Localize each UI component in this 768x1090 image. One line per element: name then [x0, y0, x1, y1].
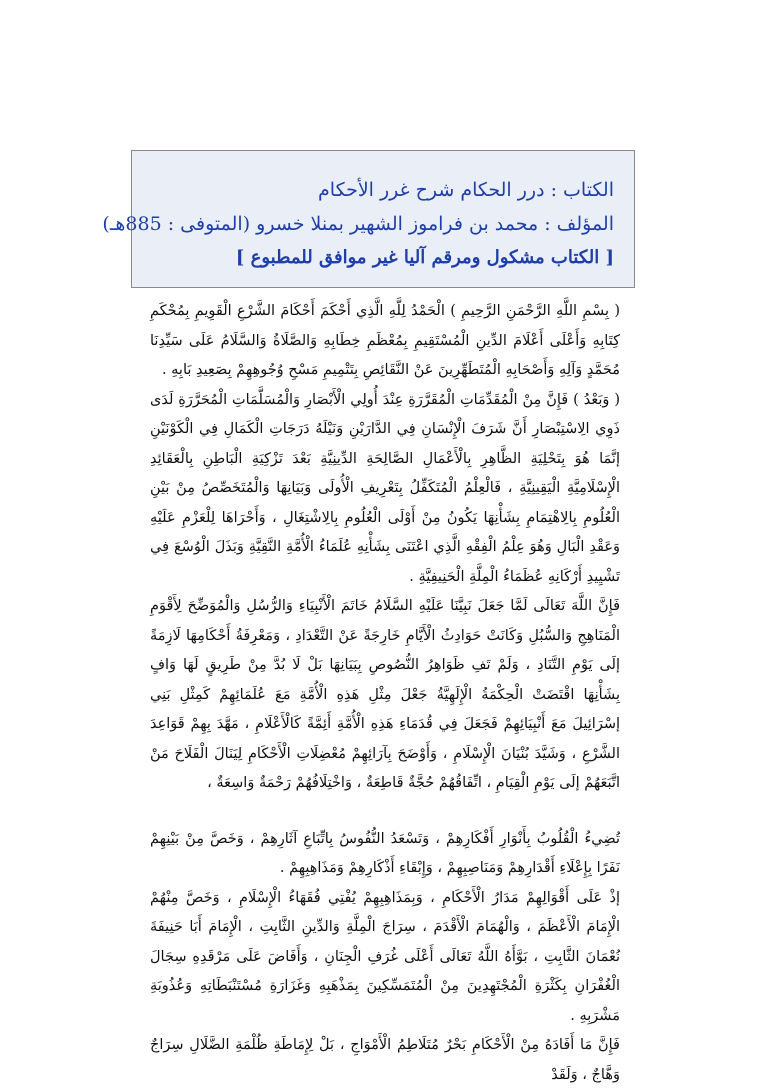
paragraph-fa-inna-allah: فَإِنَّ اللَّهَ تَعَالَى لَمَّا جَعَلَ نَبِيَّنَا عَلَيْهِ السَّلَامُ خَاتَمَ الْأَنْبِيَاءِ وَالرُّسُلِ وَالْمُوَضِّحَ لِأَقْوَمِ الْمَنَاهِجِ وَالسُّبُلِ وَكَانَتْ حَوَادِثُ الْأَيَّامِ خَارِجَةً عَنْ التَّعْدَادِ ، وَمَعْرِفَةُ أَحْكَامِهَا لَازِمَةً إلَى يَوْمِ التَّنَادِ ، وَلَمْ تَفِ ظَوَاهِرُ النُّصُوصِ بِبَيَانِهَا بَلْ لَا بُدَّ مِنْ طَرِيقٍ لَهَا وَافٍ بِشَأْنِهَا اقْتَضَتْ الْحِكْمَةُ الْإِلَهِيَّةُ جَعْلَ مِثْلِ هَذِهِ الْأُمَّةِ مَعَ عُلَمَائِهِمْ كَمِثْلِ بَنِي إسْرَائِيلَ مَعَ أَنْبِيَائِهِمْ فَجَعَلَ فِي قُدَمَاءِ هَذِهِ الْأُمَّةِ أَئِمَّةً كَالْأَعْلَامِ ، مَهَّدَ بِهِمْ قَوَاعِدَ الشَّرْعِ ، وَشَيَّدَ بُنْيَانَ الْإِسْلَامِ ، وَأَوْضَحَ بِآرَائِهِمْ مُعْضِلَاتِ الْأَحْكَامِ لِيَنَالَ الْفَلَاحَ مَنْ اتَّبَعَهُمْ إلَى يَوْمِ الْقِيَامِ ، اتِّفَاقُهُمْ حُجَّةٌ قَاطِعَةٌ ، وَاخْتِلَافُهُمْ رَحْمَةٌ وَاسِعَةٌ ، — [150, 598, 620, 791]
paragraph-basmala: ( بِسْمِ اللَّهِ الرَّحْمَنِ الرَّحِيمِ ) الْحَمْدُ لِلَّهِ الَّذِي أَحْكَمَ أَحْكَامَ الشَّرْعِ الْقَوِيمِ بِمُحْكَمِ كِتَابِهِ وَأَعْلَى أَعْلَامَ الدِّينِ الْمُسْتَقِيمِ بِمُعْظَمِ خِطَابِهِ وَالصَّلَاةُ وَالسَّلَامُ عَلَى سَيِّدِنَا مُحَمَّدٍ وَآلِهِ وَأَصْحَابِهِ الْمُتَطَهِّرِينَ عَنْ النَّقَائِصِ بِتَتْمِيمِ مَسْحِ وُجُوهِهِمْ بِصَعِيدِ بَابِهِ . — [150, 303, 620, 378]
paragraph-gap — [150, 799, 620, 825]
paragraph-fa-inna-ma: فَإِنَّ مَا أَفَادَهُ مِنْ الْأَحْكَامِ بَحْرٌ مُتَلَاطِمُ الْأَمْوَاجِ ، بَلْ لِإِمَاطَةِ ظُلْمَةِ الضَّلَالِ سِرَاجٌ وَهَّاجٌ ، وَلَقَدْ — [150, 1037, 620, 1083]
paragraph-tudi-al-qulub: تُضِيءُ الْقُلُوبُ بِأَنْوَارِ أَفْكَارِهِمْ ، وَتَسْعَدُ النُّفُوسُ بِاتِّبَاعِ آثَارِهِمْ ، وَخَصَّ مِنْ بَيْنِهِمْ نَفَرًا بِإِعْلَاءِ أَقْدَارِهِمْ وَمَنَاصِبِهِمْ ، وَإِبْقَاءِ أَذْكَارِهِمْ وَمَذَاهِبِهِمْ . — [150, 830, 620, 876]
edition-note-line: [ الكتاب مشكول ومرقم آليا غير موافق للمطبوع ] — [235, 247, 614, 268]
book-info-box — [102, 150, 635, 288]
paragraph-idh-ala: إذْ عَلَى أَقْوَالِهِمْ مَدَارُ الْأَحْكَامِ ، وَبِمَذَاهِبِهِمْ يُفْتِي فُقَهَاءُ الْإِسْلَامِ ، وَخَصَّ مِنْهُمْ الْإِمَامَ الْأَعْظَمَ ، وَالْهُمَامَ الْأَقْدَمَ ، سِرَاجَ الْمِلَّةِ وَالدِّينِ الثَّابِتِ ، الْإِمَامَ أَبَا حَنِيفَةَ نُعْمَانَ الثَّابِتِ ، بَوَّأَهُ اللَّهُ تَعَالَى أَعْلَى غُرَفِ الْجِنَانِ ، وَأَفَاضَ عَلَى مَرْقَدِهِ سِجَالَ الْغُفْرَانِ بِكَثْرَةِ الْمُجْتَهِدِينَ مِنْ الْمُتَمَسِّكِينَ بِمَذْهَبِهِ وَغَزَارَةِ مُسْتَنْبَطَاتِهِ وَعُذُوبَةِ مَشْرَبِهِ . — [150, 889, 620, 1024]
book-title-line: الكتاب : درر الحكام شرح غرر الأحكام — [318, 179, 614, 201]
paragraph-wabad: ( وَبَعْدُ ) فَإِنَّ مِنْ الْمُقَدِّمَاتِ الْمُقَرَّرَةِ عِنْدَ أُولِي الْأَبْصَارِ وَالْمُسَلَّمَاتِ الْمُحَرَّرَةِ لَدَى ذَوِي الِاسْتِبْصَارِ أَنَّ شَرَفَ الْإِنْسَانِ فِي الدَّارَيْنِ وَنَيْلَهُ دَرَجَاتِ الْكَمَالِ فِي الْكَوْنَيْنِ إنَّمَا هُوَ بِتَحْلِيَةِ الظَّاهِرِ بِالْأَعْمَالِ الصَّالِحَةِ الدِّينِيَّةِ بَعْدَ تَزْكِيَةِ الْبَاطِنِ بِالْعَقَائِدِ الْإِسْلَامِيَّةِ الْيَقِينِيَّةِ ، فَالْعِلْمُ الْمُتَكَفِّلُ بِتَعْرِيفِ الْأُولَى وَبَيَانِهَا وَالْمُتَخَصِّصُ مِنْ بَيْنِ الْعُلُومِ بِالِاهْتِمَامِ بِشَأْنِهَا يَكُونُ مِنْ أَوْلَى الْعُلُومِ بِالِاشْتِغَالِ ، وَأَحْرَاهَا لِلْعَزْمِ عَلَيْهِ وَعَقْدِ الْبَالِ وَهُوَ عِلْمُ الْفِقْهِ الَّذِي اعْتَنَى بِشَأْنِهِ عُلَمَاءُ الْأُمَّةِ النَّقِيَّةِ وَبَذَلَ الْوُسْعَ فِي تَشْيِيدِ أَرْكَانِهِ عُظَمَاءُ الْمِلَّةِ الْحَنِيفِيَّةِ . — [150, 391, 620, 585]
author-line: المؤلف : محمد بن فراموز الشهير بمنلا خسرو (المتوفى : 885هـ) — [102, 213, 614, 235]
body-text — [150, 297, 620, 1090]
